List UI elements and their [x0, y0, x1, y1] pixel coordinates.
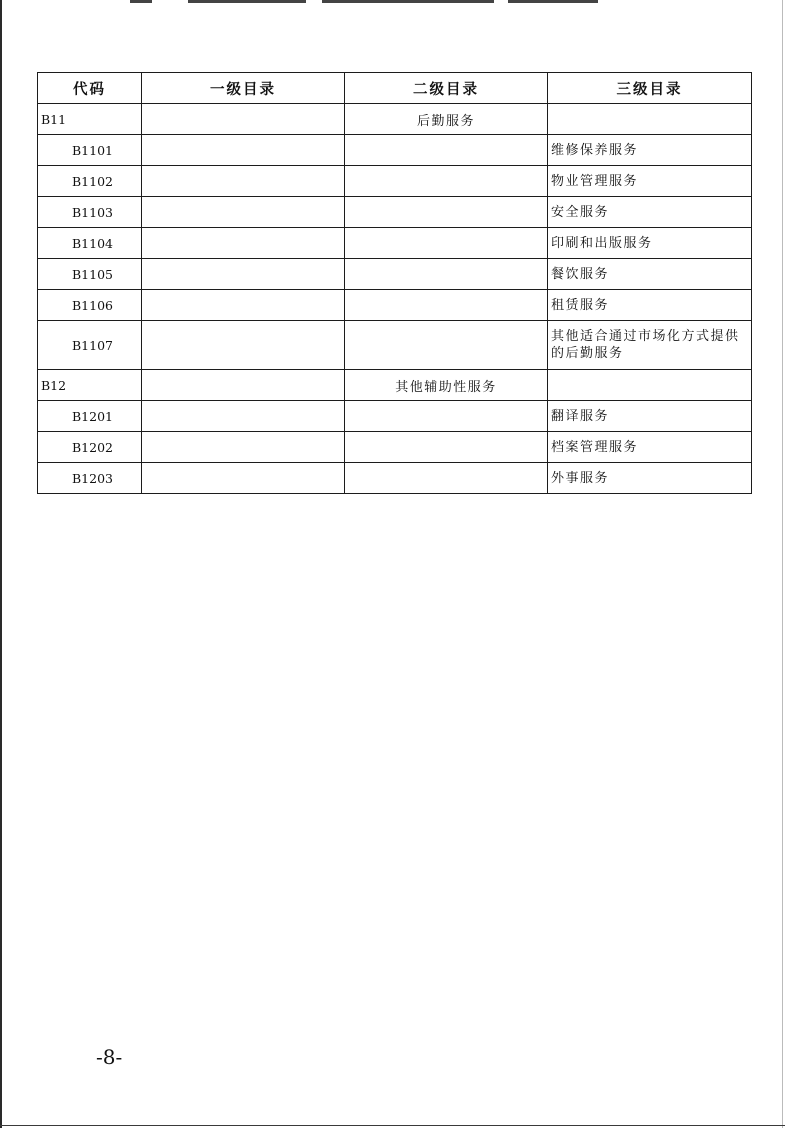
header-level3: 三级目录: [548, 73, 752, 104]
page-edge-bottom: [0, 1125, 785, 1126]
table-row: [38, 259, 752, 290]
table-row: [38, 463, 752, 494]
level2-cell: [345, 166, 548, 197]
level3-cell: 租赁服务: [548, 290, 752, 321]
level3-cell: [548, 370, 752, 401]
level2-cell: [345, 432, 548, 463]
level1-cell: [142, 228, 345, 259]
code-cell: B1201: [38, 401, 142, 432]
level1-cell: [142, 321, 345, 370]
level2-cell: [345, 197, 548, 228]
code-cell: B1203: [38, 463, 142, 494]
code-cell: B1202: [38, 432, 142, 463]
table-row: [38, 432, 752, 463]
header-code: 代码: [38, 73, 142, 104]
level2-cell: [345, 228, 548, 259]
table-row: [38, 290, 752, 321]
level2-cell: 其他辅助性服务: [345, 370, 548, 401]
level3-cell: 翻译服务: [548, 401, 752, 432]
table-row: [38, 401, 752, 432]
level3-cell: 安全服务: [548, 197, 752, 228]
code-cell: B1103: [38, 197, 142, 228]
level1-cell: [142, 104, 345, 135]
catalog-table: [37, 72, 752, 494]
level3-cell: 餐饮服务: [548, 259, 752, 290]
table-row: [38, 197, 752, 228]
level1-cell: [142, 166, 345, 197]
code-cell: B1101: [38, 135, 142, 166]
level1-cell: [142, 259, 345, 290]
code-cell: B11: [38, 104, 142, 135]
page-number: -8-: [96, 1045, 123, 1069]
level1-cell: [142, 432, 345, 463]
level1-cell: [142, 401, 345, 432]
code-cell: B12: [38, 370, 142, 401]
level1-cell: [142, 290, 345, 321]
level3-cell: 印刷和出版服务: [548, 228, 752, 259]
previous-page-fragment: [188, 0, 306, 3]
level3-cell: [548, 104, 752, 135]
level1-cell: [142, 197, 345, 228]
table-row: [38, 166, 752, 197]
level3-cell: 其他适合通过市场化方式提供的后勤服务: [548, 321, 752, 370]
previous-page-fragment: [322, 0, 494, 3]
code-cell: B1107: [38, 321, 142, 370]
header-level2: 二级目录: [345, 73, 548, 104]
level1-cell: [142, 370, 345, 401]
level1-cell: [142, 135, 345, 166]
table-row: [38, 321, 752, 370]
table-row: [38, 370, 752, 401]
table-row: [38, 135, 752, 166]
level2-cell: [345, 290, 548, 321]
level2-cell: [345, 135, 548, 166]
code-cell: B1105: [38, 259, 142, 290]
table-row: [38, 228, 752, 259]
page-edge-right: [782, 0, 783, 1128]
level3-cell: 外事服务: [548, 463, 752, 494]
header-level1: 一级目录: [142, 73, 345, 104]
level2-cell: [345, 321, 548, 370]
level2-cell: [345, 463, 548, 494]
level3-cell: 维修保养服务: [548, 135, 752, 166]
level2-cell: [345, 259, 548, 290]
previous-page-fragment: [508, 0, 598, 3]
code-cell: B1102: [38, 166, 142, 197]
level2-cell: [345, 401, 548, 432]
level3-cell: 档案管理服务: [548, 432, 752, 463]
code-cell: B1104: [38, 228, 142, 259]
level1-cell: [142, 463, 345, 494]
level2-cell: 后勤服务: [345, 104, 548, 135]
table-header-row: [38, 73, 752, 104]
level3-cell: 物业管理服务: [548, 166, 752, 197]
code-cell: B1106: [38, 290, 142, 321]
previous-page-fragment: [130, 0, 152, 3]
page-edge-left: [0, 0, 2, 1128]
table-row: [38, 104, 752, 135]
